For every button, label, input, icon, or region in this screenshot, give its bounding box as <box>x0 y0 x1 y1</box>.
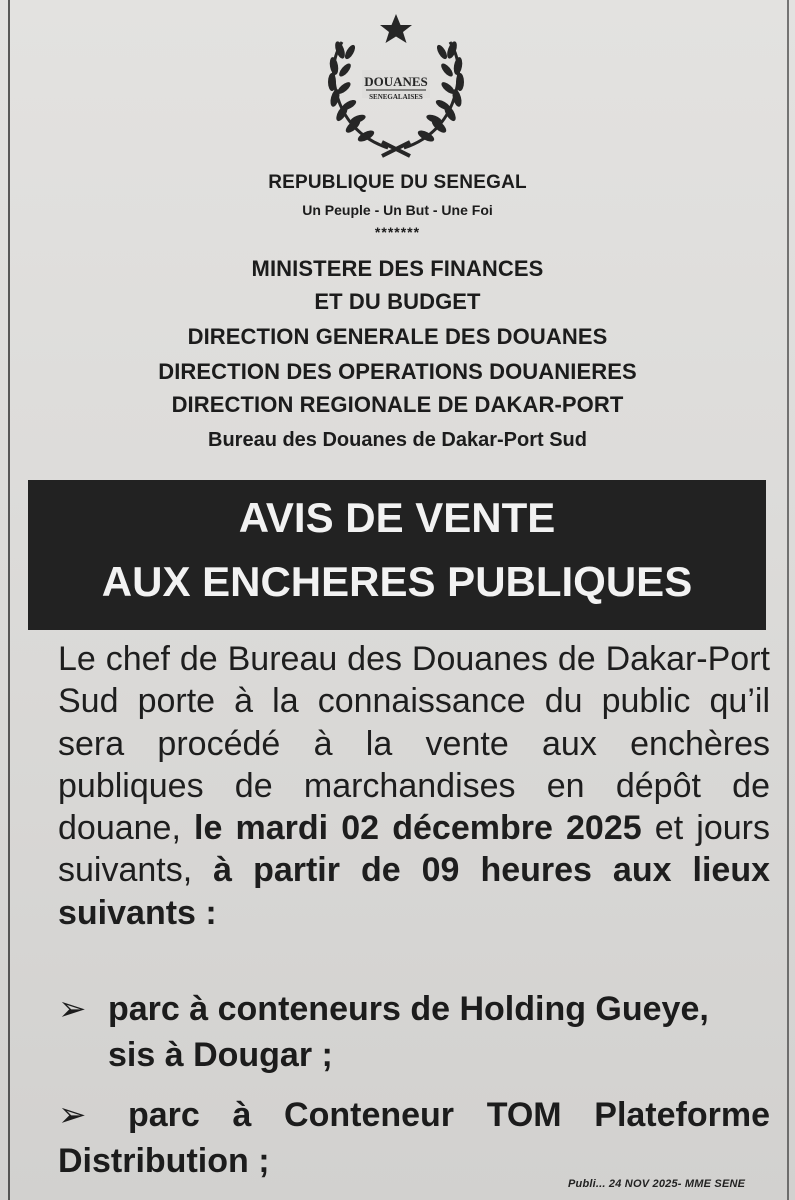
sale-time-locations: à partir de 09 heures aux lieux suivants : <box>58 851 770 932</box>
body-text-intro: Le chef de Bureau des Douanes de Dakar-Port Sud porte à la connaissance du public qu’il sera procédé à la vente aux enchères publiques de marchandises en dépôt de douane, <box>58 640 770 848</box>
ministry-line-2: ET DU BUDGET <box>314 289 481 314</box>
national-motto: Un Peuple - Un But - Une Foi <box>302 202 493 218</box>
arrow-bullet-icon: ➢ <box>58 1096 87 1134</box>
notice-title-banner <box>28 480 766 630</box>
svg-text:DOUANES: DOUANES <box>364 74 428 89</box>
notice-title-line-1: AVIS DE VENTE <box>238 494 556 541</box>
douanes-emblem-logo <box>318 10 474 160</box>
republic-title: REPUBLIQUE DU SENEGAL <box>268 172 527 193</box>
directorate-general: DIRECTION GENERALE DES DOUANES <box>187 324 608 349</box>
location-1-line-2: sis à Dougar ; <box>108 1036 333 1074</box>
stars-divider: ******* <box>374 224 421 240</box>
arrow-bullet-icon: ➢ <box>58 990 87 1028</box>
location-1-line-1: parc à conteneurs de Holding Gueye, <box>108 990 709 1028</box>
svg-text:SENEGALAISES: SENEGALAISES <box>369 93 423 101</box>
location-2-line-2: Distribution ; <box>58 1142 270 1180</box>
directorate-operations: DIRECTION DES OPERATIONS DOUANIERES <box>158 359 637 384</box>
notice-body-paragraph <box>58 638 770 934</box>
star-icon <box>380 14 412 43</box>
directorate-regional: DIRECTION REGIONALE DE DAKAR-PORT <box>171 392 624 417</box>
location-2-line-1: parc à Conteneur TOM Plateforme <box>128 1096 770 1134</box>
body-text-mid: et jours suivants, <box>58 809 770 890</box>
publication-stamp: Publi... 24 NOV 2025- MME SENE <box>568 1178 746 1190</box>
sale-date: le mardi 02 décembre 2025 <box>194 809 642 848</box>
notice-title-line-2: AUX ENCHERES PUBLIQUES <box>101 558 693 605</box>
ministry-line-1: MINISTERE DES FINANCES <box>251 256 544 281</box>
bureau-name: Bureau des Douanes de Dakar-Port Sud <box>208 429 587 451</box>
